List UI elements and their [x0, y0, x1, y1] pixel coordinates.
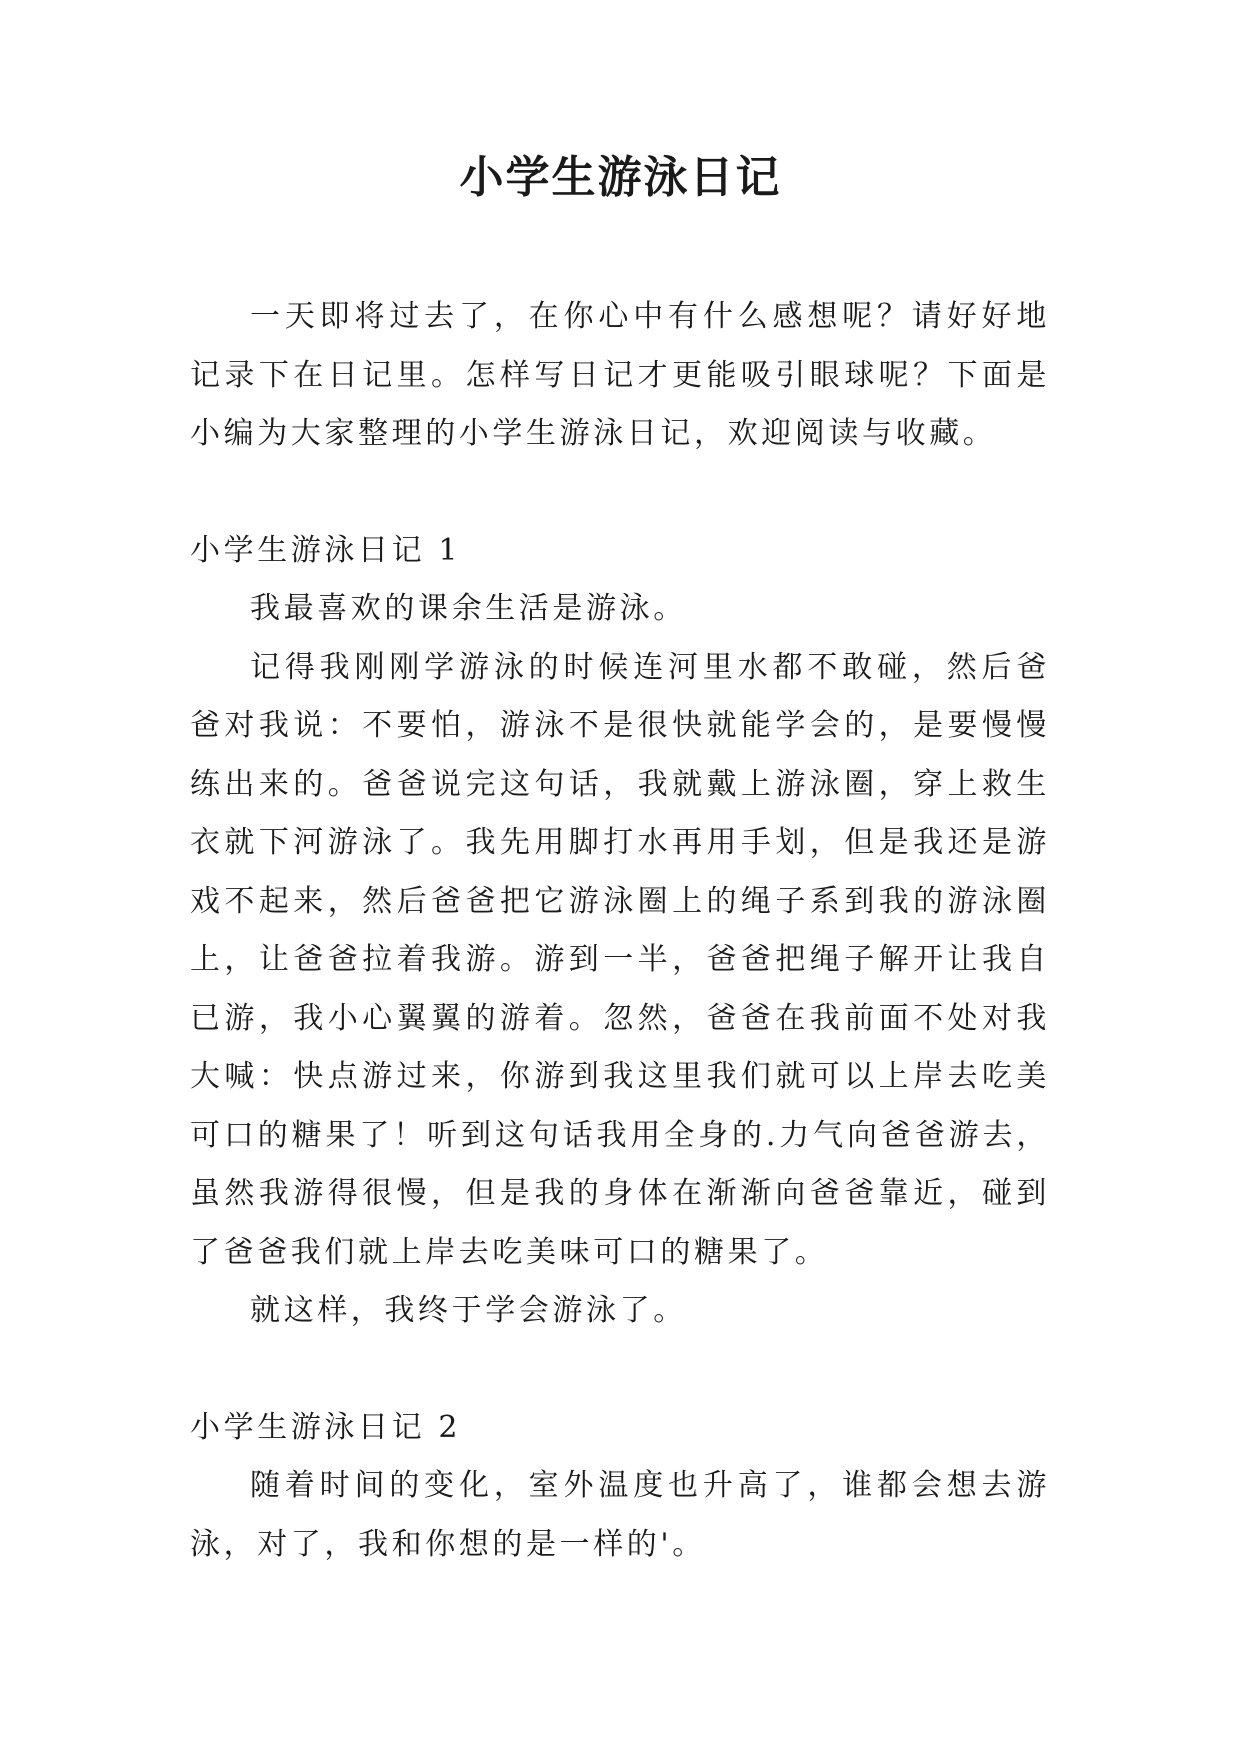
section-heading-2: 小学生游泳日记 2 [190, 1409, 462, 1445]
section-heading-1: 小学生游泳日记 1 [190, 532, 462, 568]
document-body [190, 288, 1050, 1574]
document-title: 小学生游泳日记 [459, 152, 782, 203]
intro-paragraph: 一天即将过去了，在你心中有什么感想呢？请好好地记录下在日记里。怎样写日记才更能吸引眼球呢？下面是小编为大家整理的小学生游泳日记，欢迎阅读与收藏。 [190, 299, 1050, 451]
section-2-paragraph-1: 随着时间的变化，室外温度也升高了，谁都会想去游泳，对了，我和你想的是一样的'。 [190, 1468, 1050, 1562]
section-1-paragraph-2: 记得我刚刚学游泳的时候连河里水都不敢碰，然后爸爸对我说：不要怕，游泳不是很快就能学会的，是要慢慢练出来的。爸爸说完这句话，我就戴上游泳圈，穿上救生衣就下河游泳了。我先用脚打水再用手划，但是我还是游戏不起来，然后爸爸把它游泳圈上的绳子系到我的游泳圈上，让爸爸拉着我游。游到一半，爸爸把绳子解开让我自已游，我小心翼翼的游着。忽然，爸爸在我前面不处对我大喊：快点游过来，你游到我这里我们就可以上岸去吃美可口的糖果了！听到这句话我用全身的.力气向爸爸游去，虽然我游得很慢，但是我的身体在渐渐向爸爸靠近，碰到了爸爸我们就上岸去吃美味可口的糖果了。 [190, 649, 1050, 1270]
section-1-paragraph-3: 就这样，我终于学会游泳了。 [250, 1293, 687, 1328]
section-1-paragraph-1: 我最喜欢的课余生活是游泳。 [250, 591, 687, 626]
